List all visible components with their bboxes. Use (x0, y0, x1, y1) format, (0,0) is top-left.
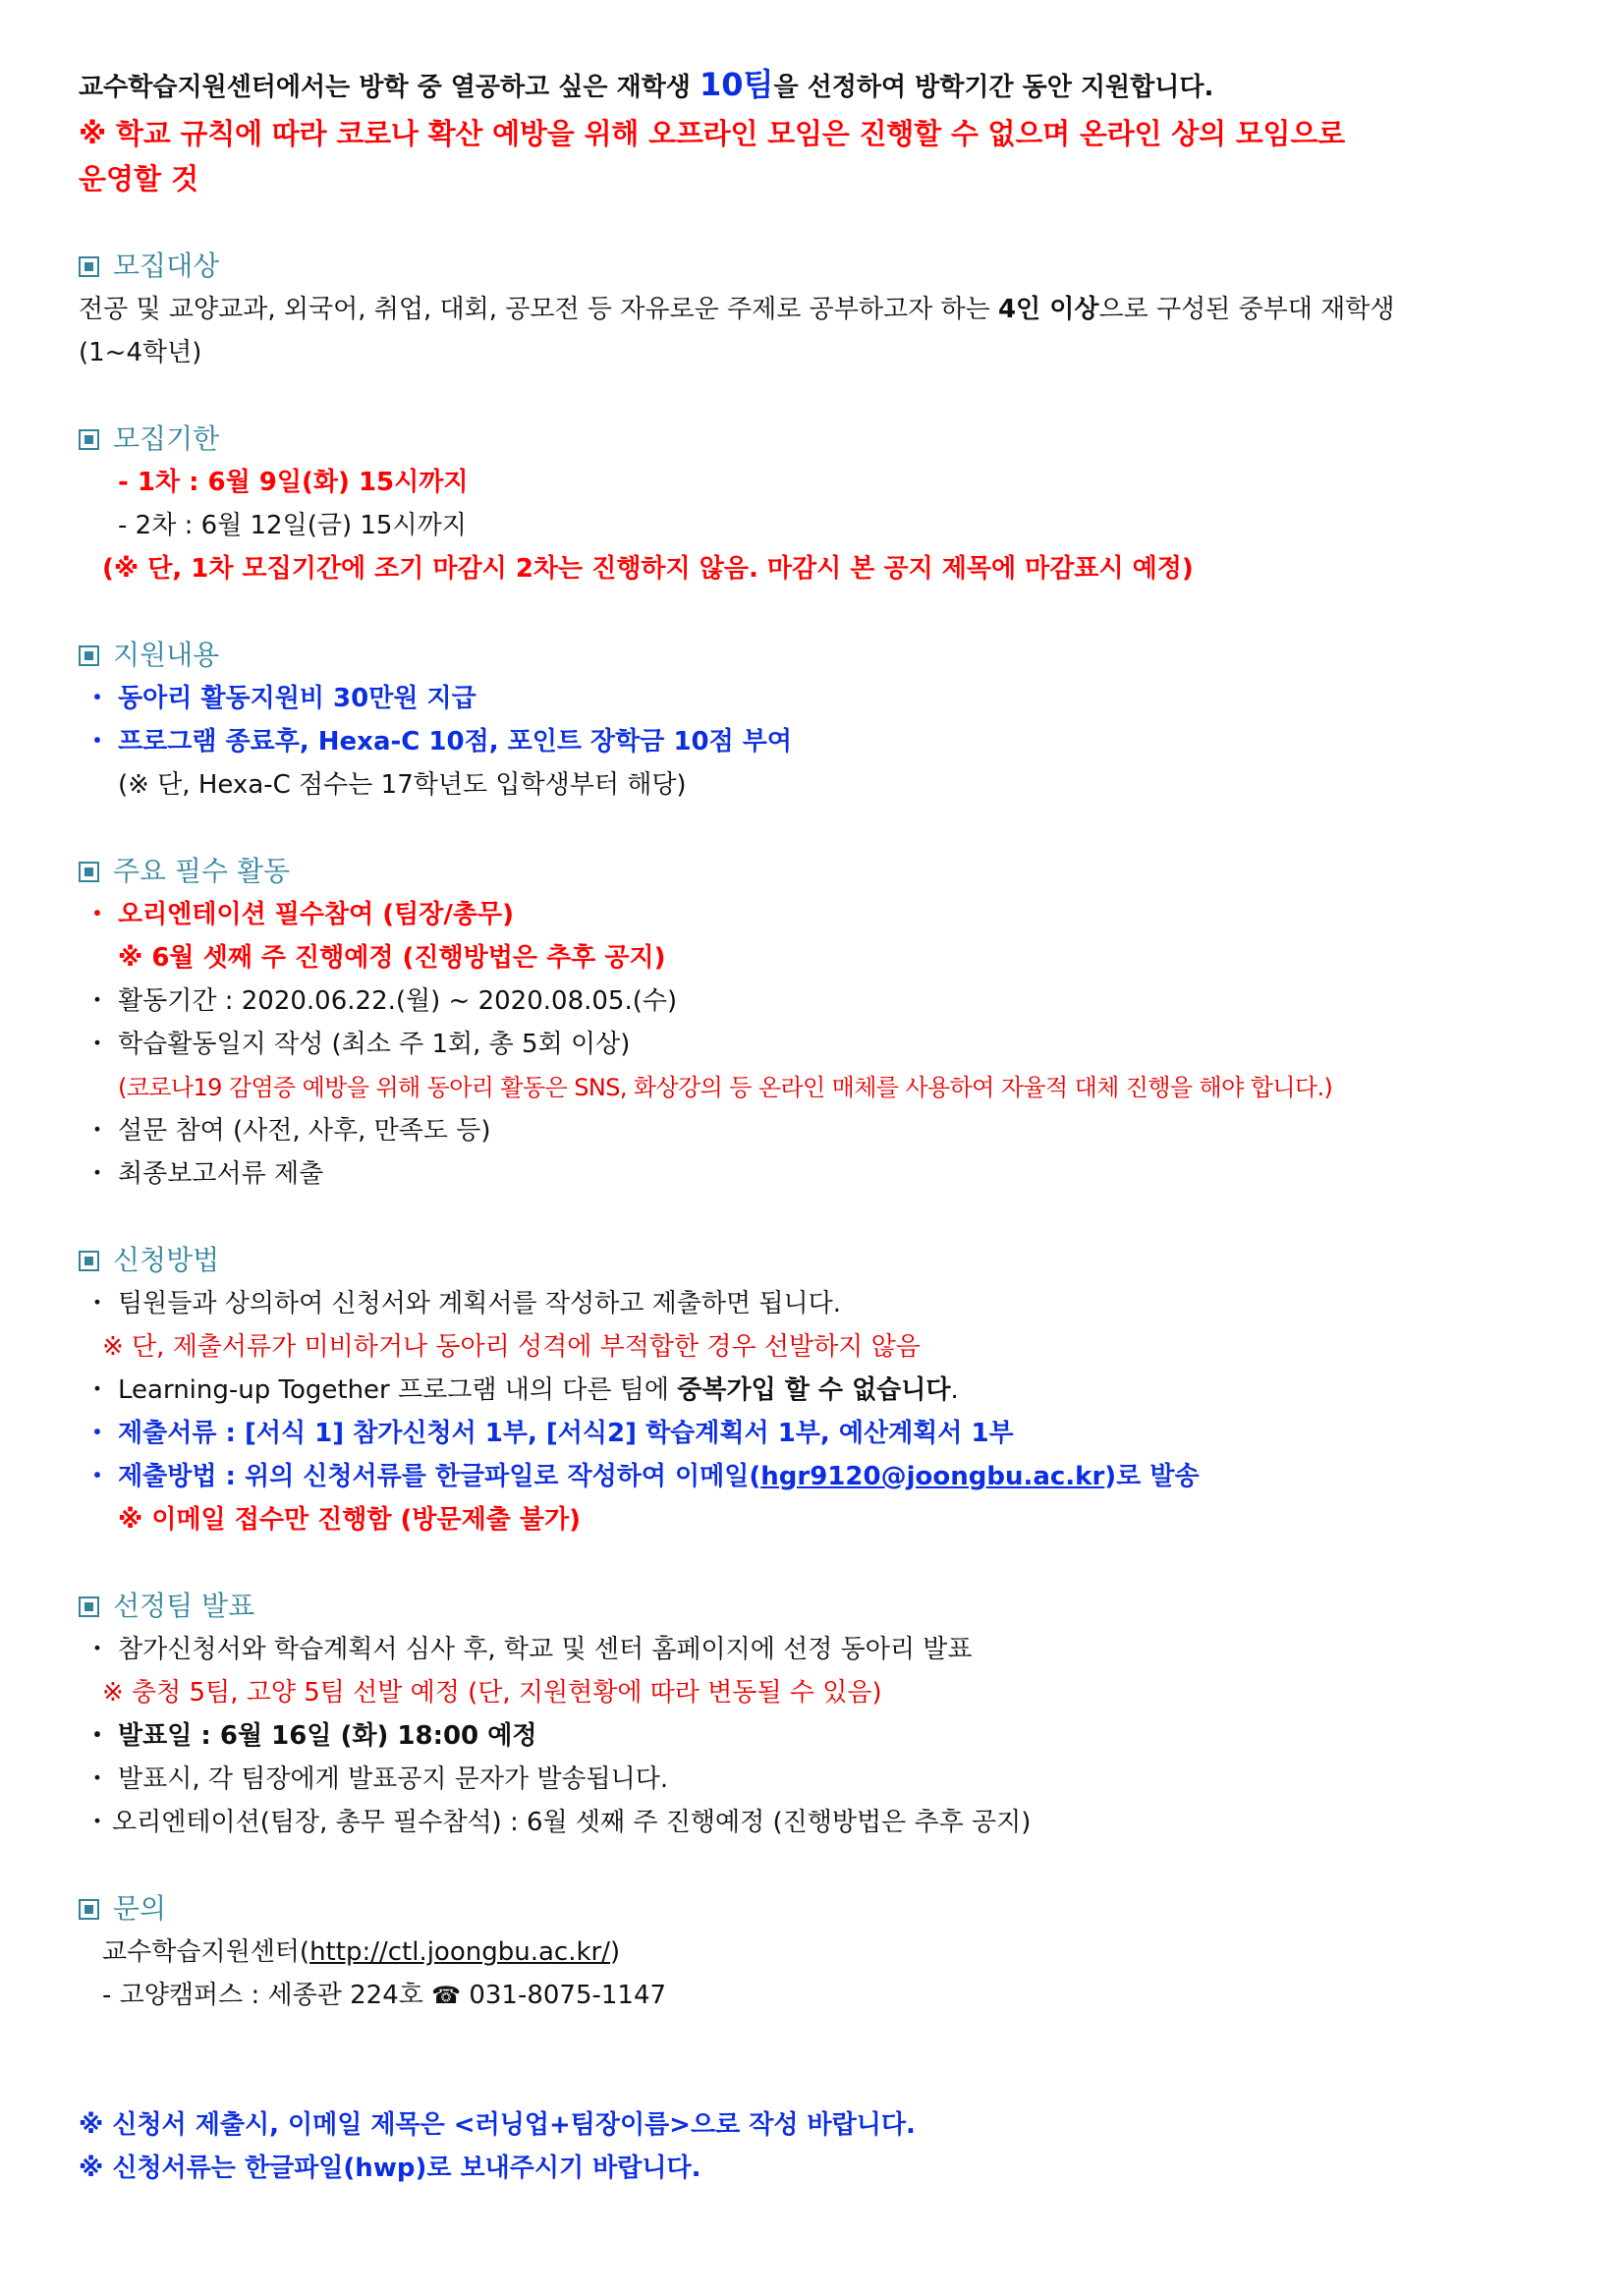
section-heading-contact (79, 1887, 1557, 1931)
intro-text-end: 을 선정하여 방학기간 동안 지원합니다. (773, 73, 1214, 102)
covid-notice-line-1: ※ 학교 규칙에 따라 코로나 확산 예방을 위해 오프라인 모임은 진행할 수 없으며 온라인 상의 모임으로 (79, 117, 1345, 150)
support-item-text: 동아리 활동지원비 30만원 지급 (118, 684, 476, 713)
activity-item-text: 학습활동일지 작성 (최소 주 1회, 총 5회 이상) (118, 1030, 631, 1059)
bullet: ・ (84, 684, 111, 713)
heading-label: 주요 필수 활동 (113, 855, 291, 887)
campus-location: - 고양캠퍼스 : 세종관 224호 (102, 1981, 432, 2010)
activity-item-2 (79, 980, 1557, 1023)
bullet: ・ (84, 1721, 111, 1751)
activity-item-5 (79, 1152, 1557, 1196)
deadline-first: - 1차 : 6월 9일(화) 15시까지 (118, 468, 469, 497)
square-bullet-icon (79, 429, 99, 450)
deadline-second: - 2차 : 6월 12일(금) 15시까지 (118, 511, 467, 540)
announce-date: 발표일 : 6월 16일 (화) 18:00 예정 (118, 1721, 537, 1751)
bullet: ・ (84, 1116, 111, 1146)
activity-item-text: 오리엔테이션 필수참여 (팀장/총무) (118, 900, 514, 929)
apply-item-text-end: . (950, 1375, 959, 1405)
section-heading-apply (79, 1239, 1557, 1282)
activity-item-text: 활동기간 : 2020.06.22.(월) ~ 2020.08.05.(수) (118, 986, 678, 1016)
square-bullet-icon (79, 1899, 99, 1920)
bullet: ・ (84, 900, 111, 929)
apply-item-text: 제출방법 : 위의 신청서류를 한글파일로 작성하여 이메일( (118, 1462, 761, 1491)
heading-label: 모집대상 (113, 250, 220, 282)
target-description (79, 288, 1557, 331)
announce-item-1-note: ※ 충청 5팀, 고양 5팀 선발 예정 (단, 지원현황에 따라 변동될 수 있음) (102, 1678, 882, 1708)
square-bullet-icon (79, 645, 99, 666)
apply-item-4 (79, 1455, 1557, 1498)
support-item-2 (79, 720, 1557, 763)
apply-item-3 (79, 1412, 1557, 1455)
heading-label: 모집기한 (113, 422, 220, 455)
announce-item-text: 오리엔테이션(팀장, 총무 필수참석) : 6월 셋째 주 진행예정 (진행방법은 추후 공지) (112, 1808, 1032, 1837)
bullet: ・ (84, 1419, 111, 1448)
apply-item-1-note: ※ 단, 제출서류가 미비하거나 동아리 성격에 부적합한 경우 선발하지 않음 (102, 1332, 921, 1362)
activity-item-text: 설문 참여 (사전, 사후, 만족도 등) (118, 1116, 491, 1146)
no-duplicate-notice: 중복가입 할 수 없습니다 (677, 1375, 951, 1405)
support-note: (※ 단, Hexa-C 점수는 17학년도 입학생부터 해당) (118, 770, 687, 800)
bullet: ・ (84, 1462, 111, 1491)
announce-item-4 (79, 1801, 1557, 1844)
announce-item-2 (79, 1714, 1557, 1758)
team-count-highlight: 10팀 (699, 66, 774, 103)
section-heading-target (79, 245, 1557, 288)
bullet: ・ (84, 986, 111, 1016)
email-link[interactable]: hgr9120@joongbu.ac.kr (760, 1462, 1105, 1491)
square-bullet-icon (79, 862, 99, 882)
heading-label: 선정팀 발표 (113, 1590, 255, 1622)
target-min-members: 4인 이상 (997, 295, 1099, 324)
activity-item-text: 최종보고서류 제출 (118, 1159, 324, 1189)
announce-item-text: 발표시, 각 팀장에게 발표공지 문자가 발송됩니다. (118, 1764, 669, 1794)
activity-item-3-note: (코로나19 감염증 예방을 위해 동아리 활동은 SNS, 화상강의 등 온라인 매체를 사용하여 자율적 대체 진행을 해야 합니다.) (118, 1074, 1333, 1101)
activity-item-3 (79, 1023, 1557, 1066)
support-item-text: 프로그램 종료후, Hexa-C 10점, 포인트 장학금 10점 부여 (118, 727, 793, 756)
bullet: ・ (84, 1375, 111, 1405)
contact-center-end: ) (609, 1937, 621, 1967)
contact-campus (79, 1974, 1557, 2017)
contact-center-name: 교수학습지원센터( (102, 1937, 310, 1967)
apply-item-1 (79, 1282, 1557, 1325)
target-grades: (1~4학년) (79, 338, 202, 367)
activity-item-4 (79, 1109, 1557, 1152)
telephone-icon: ☎ (431, 1982, 462, 2009)
bullet: ・ (84, 1159, 111, 1189)
bullet: ・ (84, 1289, 111, 1318)
bullet: ・ (84, 1030, 111, 1059)
covid-notice (79, 111, 1557, 201)
announce-item-3 (79, 1758, 1557, 1801)
contact-center (79, 1931, 1557, 1974)
announce-item-text: 참가신청서와 학습계획서 심사 후, 학교 및 센터 홈페이지에 선정 동아리 발표 (118, 1635, 973, 1664)
covid-notice-line-2: 운영할 것 (79, 162, 199, 196)
target-text-end: 으로 구성된 중부대 재학생 (1098, 295, 1395, 324)
phone-number: 031-8075-1147 (469, 1981, 667, 2010)
bullet: ・ (84, 727, 111, 756)
footer-note-email-subject: ※ 신청서 제출시, 이메일 제목은 <러닝업+팀장이름>으로 작성 바랍니다. (79, 2110, 916, 2140)
heading-label: 문의 (113, 1892, 167, 1925)
section-heading-activities (79, 850, 1557, 893)
square-bullet-icon (79, 256, 99, 277)
target-text: 전공 및 교양교과, 외국어, 취업, 대회, 공모전 등 자유로운 주제로 공부하고자 하는 (79, 295, 998, 324)
notice-document (79, 61, 1557, 2190)
spacer (79, 2017, 1557, 2103)
square-bullet-icon (79, 1251, 99, 1271)
intro-text: 교수학습지원센터에서는 방학 중 열공하고 싶은 재학생 (79, 73, 700, 102)
center-url-link[interactable]: http://ctl.joongbu.ac.kr/ (309, 1937, 610, 1967)
heading-label: 신청방법 (113, 1244, 220, 1276)
section-heading-announce (79, 1585, 1557, 1628)
intro-line (79, 61, 1557, 111)
footer-note-file-format: ※ 신청서류는 한글파일(hwp)로 보내주시기 바랍니다. (79, 2154, 701, 2183)
apply-item-text: 제출서류 : [서식 1] 참가신청서 1부, [서식2] 학습계획서 1부, 예산계획서 1부 (118, 1419, 1014, 1448)
bullet: ・ (84, 1808, 111, 1837)
section-heading-support (79, 634, 1557, 677)
apply-item-text-end: )로 발송 (1104, 1462, 1200, 1491)
apply-item-text: Learning-up Together 프로그램 내의 다른 팀에 (118, 1375, 678, 1405)
announce-item-1 (79, 1628, 1557, 1671)
apply-item-text: 팀원들과 상의하여 신청서와 계획서를 작성하고 제출하면 됩니다. (118, 1289, 841, 1318)
activity-item-1 (79, 893, 1557, 936)
heading-label: 지원내용 (113, 639, 220, 671)
support-item-1 (79, 677, 1557, 720)
bullet: ・ (84, 1764, 111, 1794)
square-bullet-icon (79, 1596, 99, 1617)
bullet: ・ (84, 1635, 111, 1664)
activity-item-1-note: ※ 6월 셋째 주 진행예정 (진행방법은 추후 공지) (118, 943, 666, 973)
deadline-note: (※ 단, 1차 모집기간에 조기 마감시 2차는 진행하지 않음. 마감시 본 공지 제목에 마감표시 예정) (102, 554, 1194, 584)
section-heading-deadline (79, 418, 1557, 461)
apply-item-2 (79, 1369, 1557, 1412)
apply-item-4-note: ※ 이메일 접수만 진행함 (방문제출 불가) (118, 1505, 582, 1535)
